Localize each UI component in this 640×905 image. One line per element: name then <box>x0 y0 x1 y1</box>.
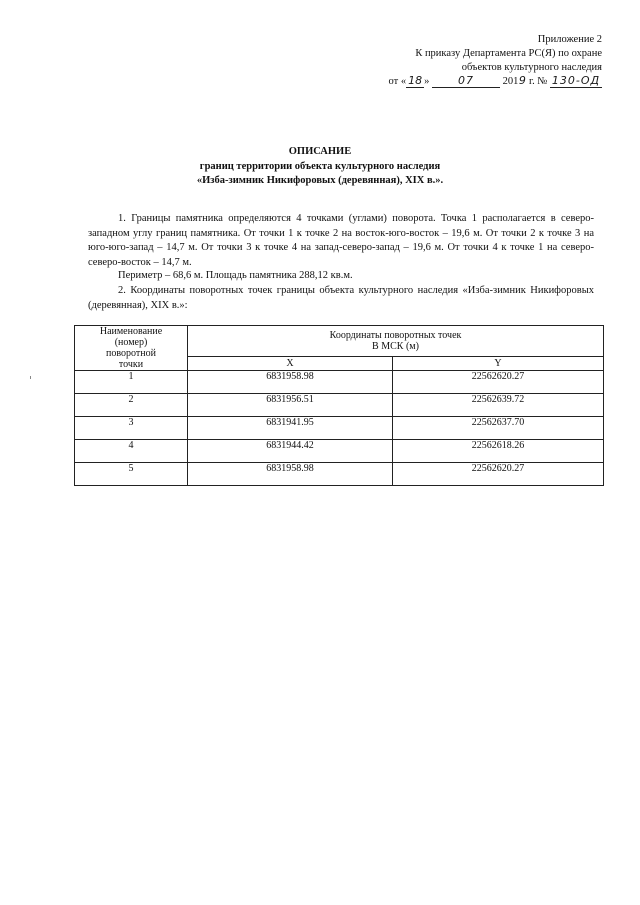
document-title <box>60 145 580 189</box>
appendix-header <box>302 33 602 89</box>
x-coordinate: 6831941.95 <box>188 417 393 440</box>
y-coordinate: 22562637.70 <box>393 417 604 440</box>
handwritten-month: 07 <box>432 75 500 88</box>
coordinates-header: Координаты поворотных точек В МСК (м) <box>188 326 604 357</box>
date-quote-close: » <box>424 76 430 87</box>
x-coordinate: 6831956.51 <box>188 394 393 417</box>
x-coordinate: 6831958.98 <box>188 371 393 394</box>
title-object-name: «Изба-зимник Никифоровых (деревянная), XIX в.». <box>196 175 444 186</box>
handwritten-year-digit: 9 <box>518 74 526 87</box>
order-reference: К приказу Департамента РС(Я) по охране <box>415 48 602 59</box>
number-prefix: г. № <box>528 76 548 87</box>
perimeter-area-paragraph: Периметр – 68,6 м. Площадь памятника 288,12 кв.м. <box>118 270 353 281</box>
y-coordinate: 22562618.26 <box>393 440 604 463</box>
boundary-description-paragraph: 1. Границы памятника определяются 4 точками (углами) поворота. Точка 1 располагается в северо-западном углу границ памятника. От точки 1 к точке 2 на восток-юго-восток – 19,6 м. От точки 2 к точке 3 на юго-юго-запад – 14,7 м. От точки 3 к точке 4 на запад-северо-запад – 19,6 м. От точки 4 к точке 1 на северо-северо-восток – 14,7 м. <box>88 213 594 268</box>
x-coordinate: 6831958.98 <box>188 463 393 486</box>
handwritten-order-number: 130-ОД <box>551 74 601 87</box>
order-date-line <box>302 75 602 89</box>
y-coordinate: 22562620.27 <box>393 371 604 394</box>
y-coordinate: 22562639.72 <box>393 394 604 417</box>
coordinates-intro-paragraph: 2. Координаты поворотных точек границы объекта культурного наследия «Изба-зимник Никифоровых (деревянная), XIX в.»: <box>88 285 594 311</box>
x-coordinate: 6831944.42 <box>188 440 393 463</box>
handwritten-day: 18 <box>408 74 423 87</box>
y-column-header: Y <box>393 357 604 371</box>
order-reference-continued: объектов культурного наследия <box>461 62 602 73</box>
point-number: 2 <box>75 394 188 417</box>
year-prefix: 201 <box>502 76 519 87</box>
title-heading: ОПИСАНИЕ <box>288 146 352 157</box>
y-coordinate: 22562620.27 <box>393 463 604 486</box>
table-row <box>75 463 604 486</box>
point-name-header: Наименование (номер) поворотной точки <box>75 326 188 371</box>
date-prefix: от « <box>388 76 407 87</box>
table-row <box>75 371 604 394</box>
table-row <box>75 417 604 440</box>
point-number: 4 <box>75 440 188 463</box>
point-number: 5 <box>75 463 188 486</box>
coordinates-table <box>74 325 604 486</box>
appendix-label: Приложение 2 <box>537 34 602 45</box>
table-row <box>75 440 604 463</box>
x-column-header: X <box>188 357 393 371</box>
title-subheading: границ территории объекта культурного наследия <box>199 160 441 172</box>
point-number: 3 <box>75 417 188 440</box>
point-number: 1 <box>75 371 188 394</box>
table-row <box>75 394 604 417</box>
scan-artifact-mark <box>30 376 31 379</box>
